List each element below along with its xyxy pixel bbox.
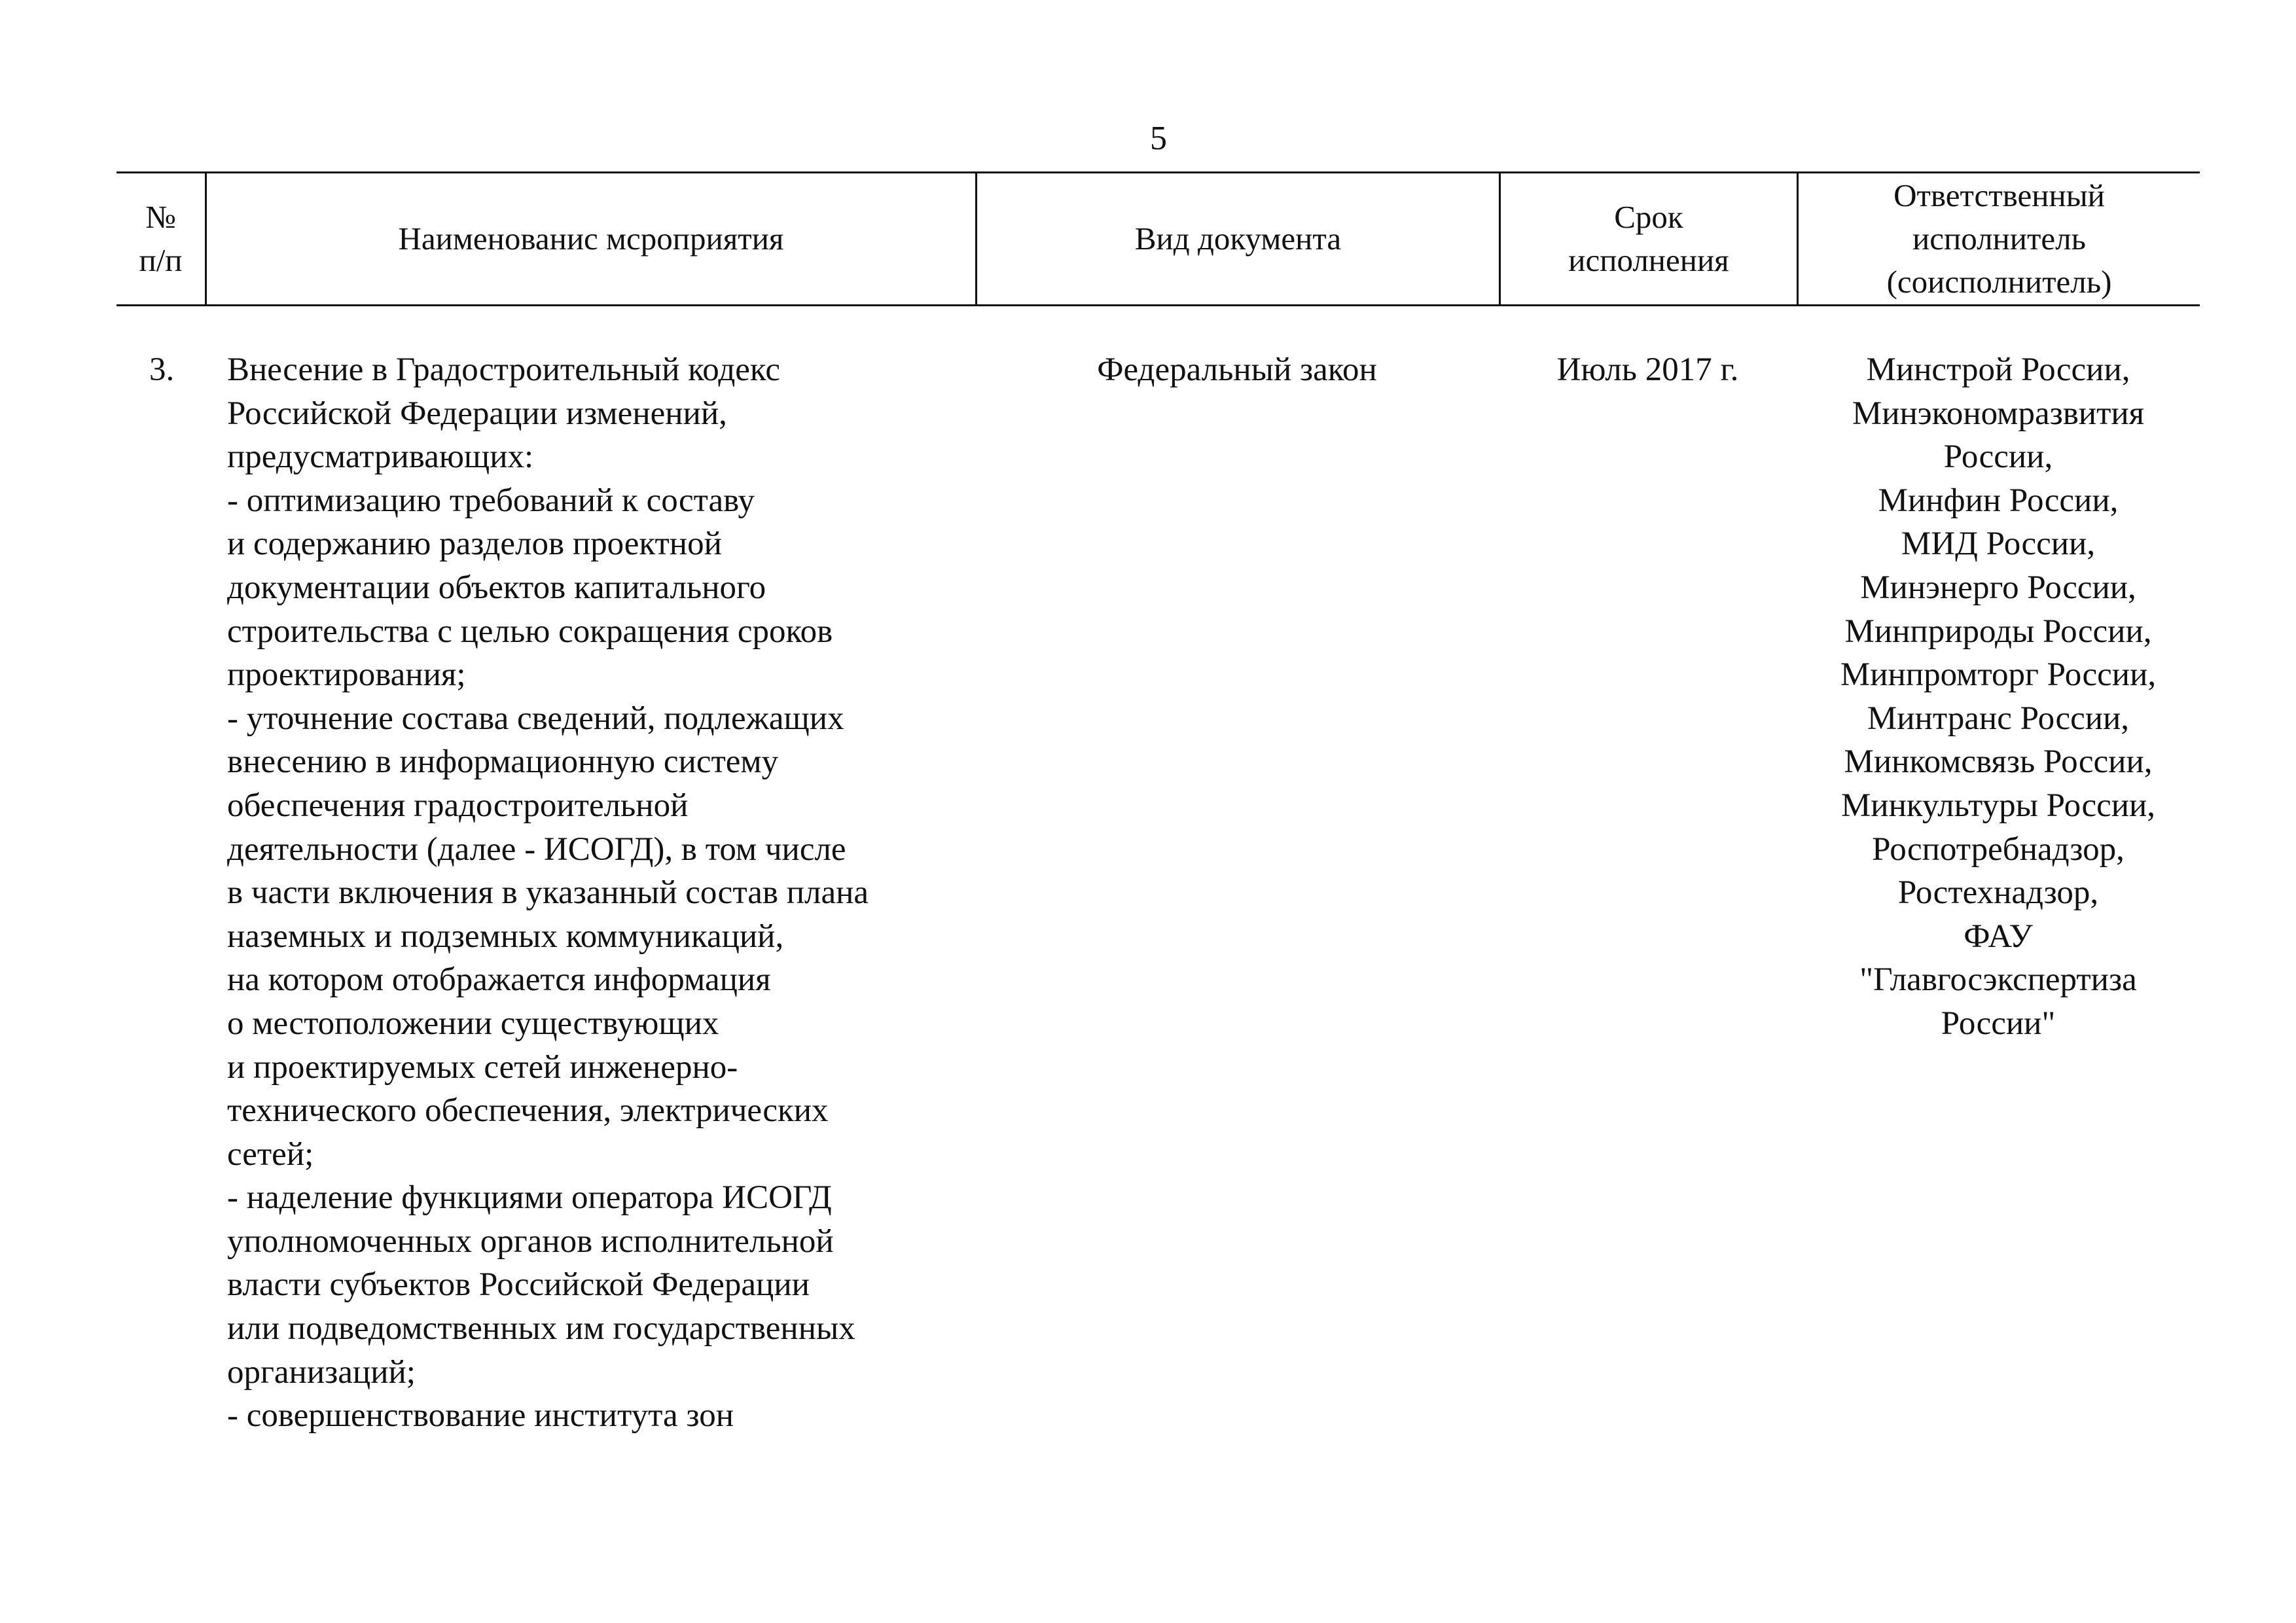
deadline: Июль 2017 г. — [1556, 351, 1739, 388]
text-line: и проектируемых сетей инженерно- — [227, 1048, 738, 1086]
executor-line: Минэкономразвития — [1852, 395, 2145, 432]
executor-line: "Главгосэкспертиза — [1859, 961, 2137, 999]
row-number: 3. — [149, 351, 175, 388]
text-line: или подведомственных им государственных — [227, 1310, 855, 1347]
text-line: власти субъектов Российской Федерации — [227, 1266, 810, 1304]
header-doc-type — [977, 173, 1499, 304]
header-num — [117, 173, 205, 304]
executor-line: МИД России, — [1901, 526, 2096, 563]
header-name-label: Наименованис мсроприятия — [398, 221, 784, 257]
text-line: проектирования; — [227, 656, 466, 694]
measure-description — [227, 348, 980, 1438]
executor-line: Минпромторг России, — [1840, 656, 2157, 694]
executor-line: ФАУ — [1964, 918, 2033, 955]
text-line: сетей; — [227, 1135, 314, 1173]
executor-line: России, — [1943, 438, 2053, 476]
header-name — [207, 173, 975, 304]
executor-line: России" — [1941, 1005, 2056, 1042]
text-line: Внесение в Градостроительный кодекс — [227, 351, 781, 388]
executor-line: Минстрой России, — [1866, 351, 2130, 388]
text-line: уполномоченных органов исполнительной — [227, 1222, 834, 1260]
executor-line: Минкультуры России, — [1840, 787, 2156, 824]
page-number: 5 — [1150, 120, 1167, 157]
document-type: Федеральный закон — [1097, 351, 1377, 388]
header-executor — [1799, 173, 2200, 304]
executor-line: Минприроды России, — [1844, 613, 2152, 650]
text-line: и содержанию разделов проектной — [227, 526, 722, 563]
text-line: внесению в информационную систему — [227, 743, 779, 781]
executor-line: Минтранс России, — [1867, 700, 2130, 737]
text-line: - совершенствование института зон — [227, 1397, 734, 1435]
header-doc-type-label: Вид документа — [1134, 221, 1342, 257]
text-line: строительства с целью сокращения сроков — [227, 613, 833, 650]
header-executor-label: Ответственный исполнитель (соисполнитель) — [1886, 177, 2112, 300]
text-line: - наделение функциями оператора ИСОГД — [227, 1179, 832, 1217]
text-line: технического обеспечения, электрических — [227, 1092, 829, 1130]
text-line: деятельности (далее - ИСОГД), в том числе — [227, 830, 846, 868]
header-term — [1501, 173, 1797, 304]
text-line: обеспечения градостроительной — [227, 787, 689, 824]
text-line: - уточнение состава сведений, подлежащих — [227, 700, 844, 737]
executor-line: Минфин России, — [1878, 482, 2119, 519]
table-header-bottom-rule — [117, 304, 2200, 306]
text-line: наземных и подземных коммуникаций, — [227, 918, 784, 955]
text-line: предусматривающих: — [227, 438, 534, 476]
text-line: в части включения в указанный состав плана — [227, 874, 869, 912]
executor-line: Минэнерго России, — [1860, 569, 2136, 606]
responsible-executors — [1797, 348, 2200, 1046]
text-line: Российской Федерации изменений, — [227, 395, 727, 432]
executor-line: Роспотребнадзор, — [1872, 830, 2125, 868]
text-line: организаций; — [227, 1353, 416, 1391]
header-num-label: № п/п — [139, 199, 183, 278]
text-line: на котором отображается информация — [227, 961, 771, 999]
header-term-label: Срок исполнения — [1568, 199, 1729, 278]
executor-line: Ростехнадзор, — [1897, 874, 2099, 912]
executor-line: Минкомсвязь России, — [1844, 743, 2153, 781]
text-line: - оптимизацию требований к составу — [227, 482, 755, 519]
text-line: документации объектов капитального — [227, 569, 766, 606]
text-line: о местоположении существующих — [227, 1005, 719, 1042]
